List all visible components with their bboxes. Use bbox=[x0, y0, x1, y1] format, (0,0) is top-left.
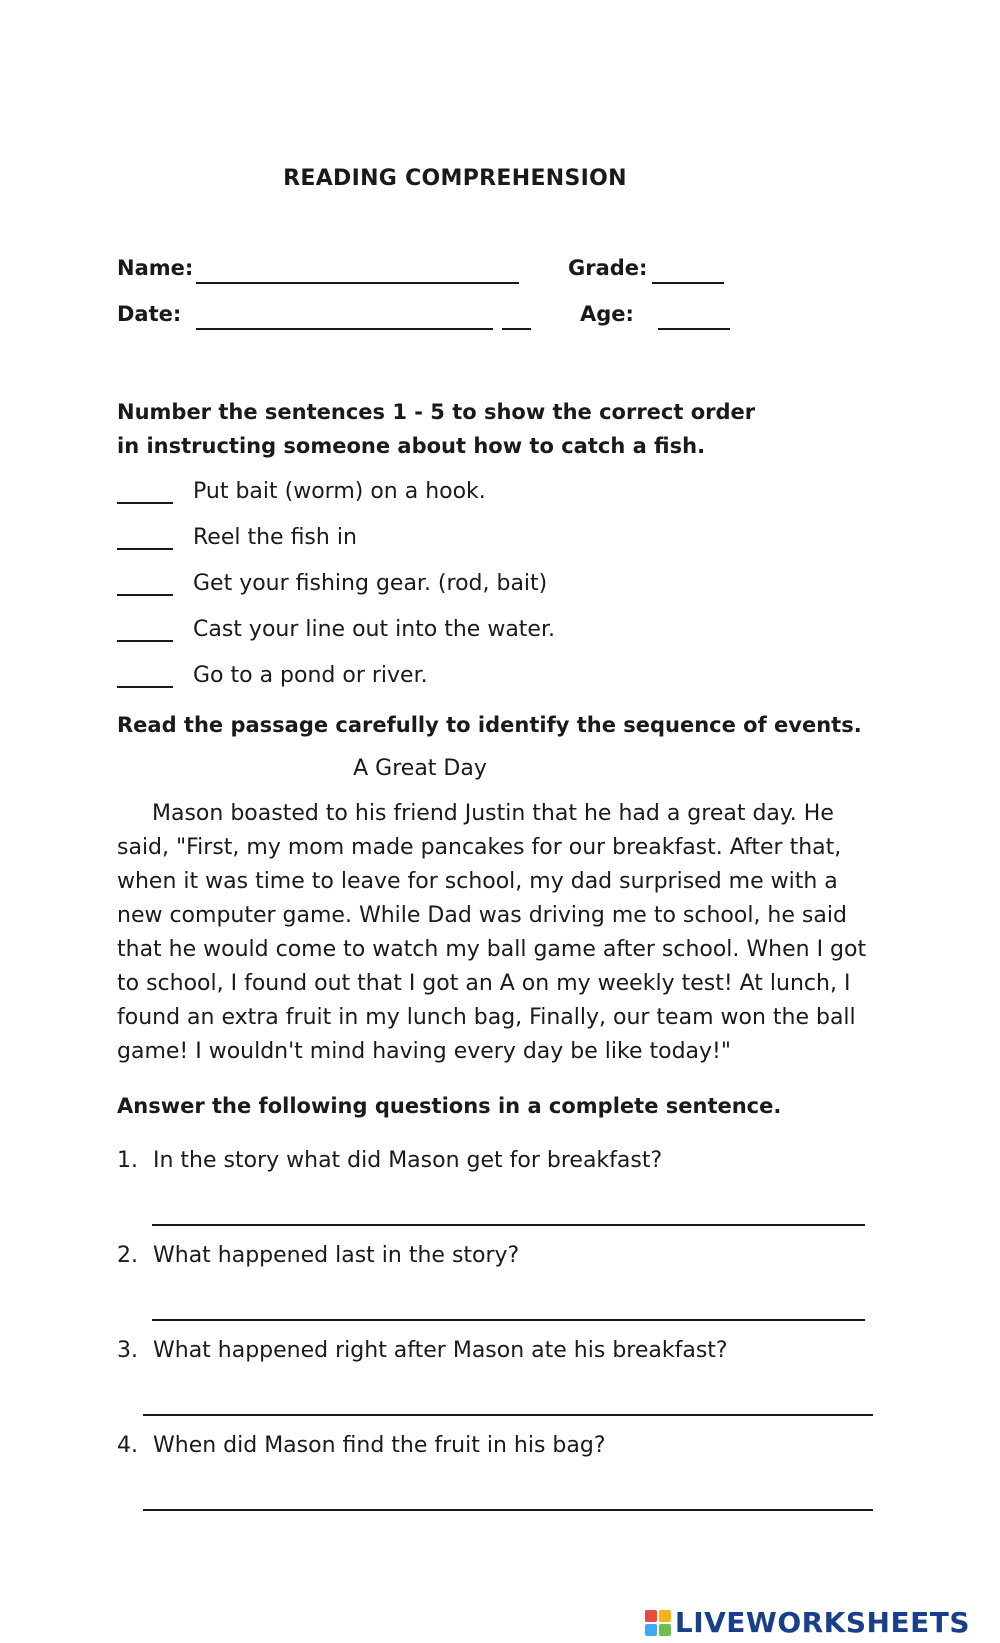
date-field[interactable] bbox=[196, 328, 493, 330]
age-field[interactable] bbox=[658, 328, 730, 330]
date-field-extra bbox=[502, 328, 531, 330]
question-number: 2. bbox=[117, 1243, 138, 1268]
grade-field[interactable] bbox=[652, 282, 724, 284]
questions-instruction: Answer the following questions in a complete sentence. bbox=[117, 1094, 782, 1118]
question-text: What happened last in the story? bbox=[153, 1243, 520, 1268]
answer-line-3[interactable] bbox=[143, 1414, 873, 1416]
sequence-step bbox=[117, 524, 357, 550]
question-4 bbox=[117, 1433, 606, 1458]
step-number-blank[interactable] bbox=[117, 524, 173, 550]
sequence-step bbox=[117, 570, 547, 596]
sequence-step bbox=[117, 478, 486, 504]
age-label: Age: bbox=[580, 302, 634, 326]
question-3 bbox=[117, 1338, 728, 1363]
question-1 bbox=[117, 1148, 662, 1173]
passage-instruction: Read the passage carefully to identify the sequence of events. bbox=[117, 713, 862, 737]
step-text: Cast your line out into the water. bbox=[193, 617, 555, 642]
logo-square bbox=[659, 1610, 671, 1622]
question-number: 1. bbox=[117, 1148, 138, 1173]
step-text: Reel the fish in bbox=[193, 525, 357, 550]
answer-line-2[interactable] bbox=[152, 1319, 865, 1321]
name-label: Name: bbox=[117, 256, 194, 280]
logo-text: LIVEWORKSHEETS bbox=[674, 1606, 970, 1639]
answer-line-4[interactable] bbox=[143, 1509, 873, 1511]
name-field[interactable] bbox=[196, 282, 519, 284]
question-text: When did Mason find the fruit in his bag? bbox=[153, 1433, 606, 1458]
liveworksheets-logo bbox=[645, 1606, 970, 1639]
logo-square bbox=[645, 1624, 657, 1636]
question-number: 3. bbox=[117, 1338, 138, 1363]
story-passage: Mason boasted to his friend Justin that he had a great day. He said, "First, my mom made pancakes for our breakfast. After that, when it was time to leave for school, my dad surprised me with a new computer game. While Dad was driving me to school, he said that he would come to watch my ball game after school. When I got to school, I found out that I got an A on my weekly test! At lunch, I found an extra fruit in my lunch bag, Finally, our team won the ball game! I wouldn't mind having every day be like today!" bbox=[117, 801, 867, 1064]
logo-square bbox=[659, 1624, 671, 1636]
step-number-blank[interactable] bbox=[117, 478, 173, 504]
step-number-blank[interactable] bbox=[117, 570, 173, 596]
sequence-instruction: Number the sentences 1 - 5 to show the correct order in instructing someone about how to catch a fish. bbox=[117, 400, 756, 458]
step-text: Put bait (worm) on a hook. bbox=[193, 479, 486, 504]
logo-square bbox=[645, 1610, 657, 1622]
step-number-blank[interactable] bbox=[117, 616, 173, 642]
question-number: 4. bbox=[117, 1433, 138, 1458]
question-2 bbox=[117, 1243, 519, 1268]
step-text: Go to a pond or river. bbox=[193, 663, 428, 688]
grade-label: Grade: bbox=[568, 256, 648, 280]
logo-grid-icon bbox=[645, 1610, 671, 1636]
answer-line-1[interactable] bbox=[152, 1224, 865, 1226]
story-title: A Great Day bbox=[353, 756, 487, 781]
sequence-step bbox=[117, 616, 555, 642]
step-number-blank[interactable] bbox=[117, 662, 173, 688]
page-title: READING COMPREHENSION bbox=[283, 166, 627, 191]
date-label: Date: bbox=[117, 302, 182, 326]
sequence-step bbox=[117, 662, 428, 688]
question-text: In the story what did Mason get for breakfast? bbox=[153, 1148, 663, 1173]
step-text: Get your fishing gear. (rod, bait) bbox=[193, 571, 548, 596]
question-text: What happened right after Mason ate his breakfast? bbox=[153, 1338, 728, 1363]
